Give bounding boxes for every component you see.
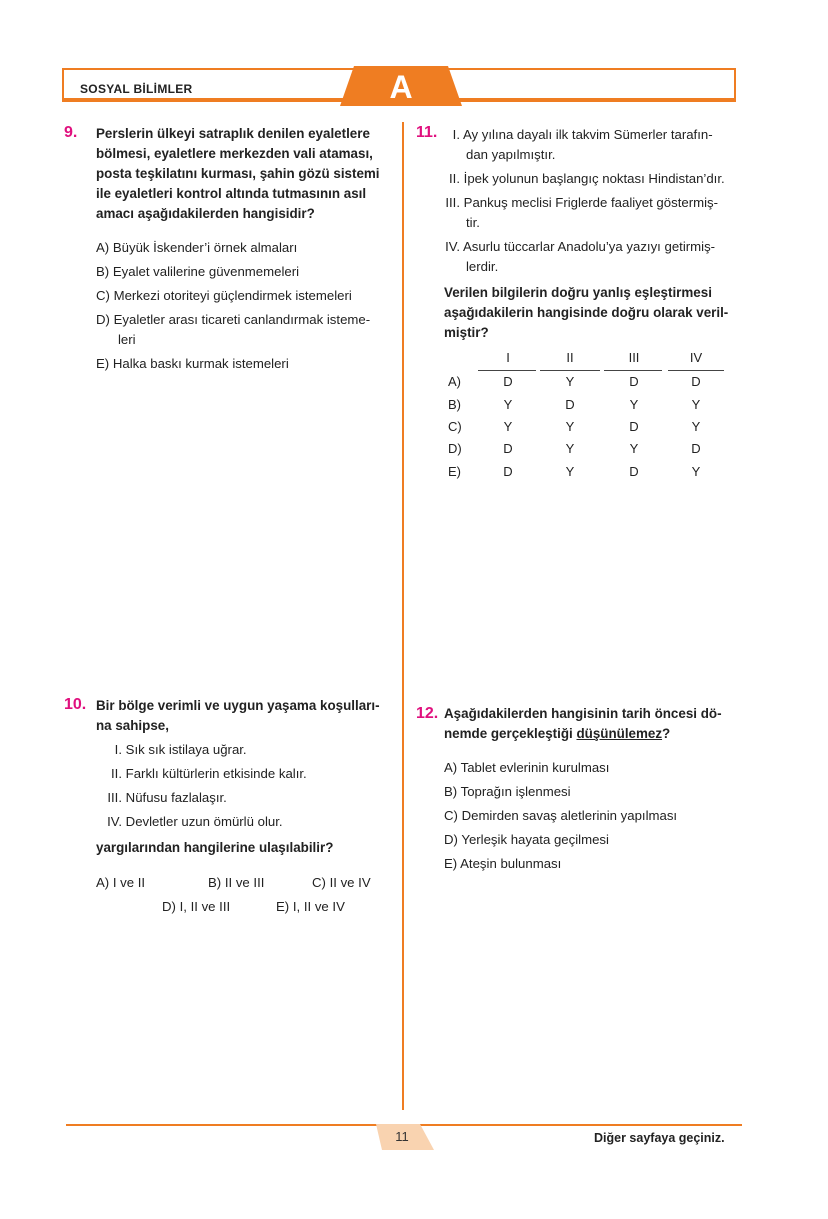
option-label: C) xyxy=(444,808,458,823)
subject-title: SOSYAL BİLİMLER xyxy=(80,82,193,96)
stem-emphasis: düşünülemez xyxy=(576,726,663,741)
q10-stem-line: na sahipse, xyxy=(96,718,169,733)
roman-numeral: III. xyxy=(445,195,460,210)
statement-text: Pankuş meclisi Friglerde faaliyet göstermiş- xyxy=(463,195,718,210)
table-col-header: I xyxy=(506,350,510,365)
q11-question-line: Verilen bilgilerin doğru yanlış eşleştirmesi xyxy=(444,285,712,300)
table-cell: Y xyxy=(691,397,701,412)
q10-option-b[interactable]: B) II ve III xyxy=(208,875,265,890)
next-page-note: Diğer sayfaya geçiniz. xyxy=(594,1131,725,1145)
table-cell: D xyxy=(691,441,701,456)
q12-option-b[interactable] xyxy=(444,782,744,802)
q10-statement xyxy=(96,788,396,808)
option-label: E) xyxy=(444,856,458,871)
table-cell: D xyxy=(503,441,513,456)
option-label: D) xyxy=(96,312,110,327)
stem-text: ? xyxy=(662,726,671,741)
table-cell: D xyxy=(629,419,639,434)
table-cell: Y xyxy=(565,464,575,479)
roman-numeral: IV. xyxy=(107,814,122,829)
option-text: Yerleşik hayata geçilmesi xyxy=(461,832,609,847)
table-rule xyxy=(604,370,662,371)
option-label: B) xyxy=(444,784,458,799)
roman-numeral: I. xyxy=(452,127,460,142)
q9-option-a[interactable] xyxy=(96,238,396,258)
row-label: C) xyxy=(448,419,462,434)
option-label: D) xyxy=(444,832,458,847)
q9-stem xyxy=(96,124,392,224)
table-col-header: III xyxy=(628,350,640,365)
roman-numeral: II. xyxy=(449,171,460,186)
q9-option-e[interactable] xyxy=(96,354,396,374)
table-cell: Y xyxy=(565,374,575,389)
table-cell: Y xyxy=(629,397,639,412)
q10-option-c[interactable]: C) II ve IV xyxy=(312,875,371,890)
q11-number: 11. xyxy=(416,124,438,141)
roman-numeral: III. xyxy=(107,790,122,805)
row-label: B) xyxy=(448,397,461,412)
option-label: B) xyxy=(96,264,110,279)
table-cell: Y xyxy=(629,441,639,456)
q10-stem-line: Bir bölge verimli ve uygun yaşama koşulları- xyxy=(96,698,380,713)
statement-text: İpek yolunun başlangıç noktası Hindistan’dır. xyxy=(463,171,725,186)
q12-number: 12. xyxy=(416,705,439,722)
roman-numeral: I. xyxy=(114,742,122,757)
roman-numeral: IV. xyxy=(445,239,460,254)
q11-question-line: miştir? xyxy=(444,325,489,340)
option-label: E) xyxy=(96,356,110,371)
q10-statements xyxy=(96,740,396,832)
option-text: Eyalet valilerine güvenmemeleri xyxy=(112,264,300,279)
statement-text: Nüfusu fazlalaşır. xyxy=(125,790,227,805)
table-cell: D xyxy=(565,397,575,412)
table-cell: D xyxy=(629,464,639,479)
booklet-letter: A xyxy=(389,69,413,105)
q9-stem-line: posta teşkilatını kurması, şahin gözü sistemi xyxy=(96,166,380,181)
q9-number: 9. xyxy=(64,124,78,141)
q10-number: 10. xyxy=(64,696,87,713)
option-text: Demirden savaş aletlerinin yapılması xyxy=(461,808,678,823)
q10-option-a[interactable]: A) I ve II xyxy=(96,875,146,890)
q12-option-e[interactable] xyxy=(444,854,744,874)
option-label: A) xyxy=(96,240,110,255)
statement-text: Ay yılına dayalı ilk takvim Sümerler tarafın- xyxy=(462,127,713,142)
q10-option-d[interactable]: D) I, II ve III xyxy=(162,899,231,914)
q11-statement xyxy=(440,125,750,165)
q9-option-c[interactable] xyxy=(96,286,396,306)
option-text: Toprağın işlenmesi xyxy=(460,784,571,799)
q12-option-c[interactable] xyxy=(444,806,744,826)
option-text: Büyük İskender’i örnek almaları xyxy=(112,240,298,255)
q11-statement xyxy=(440,169,750,189)
row-label: D) xyxy=(448,441,462,456)
q10-statement xyxy=(96,740,396,760)
table-cell: Y xyxy=(565,419,575,434)
q12-option-d[interactable] xyxy=(444,830,744,850)
table-cell: D xyxy=(629,374,639,389)
stem-text: nemde gerçekleştiği xyxy=(444,726,577,741)
table-cell: D xyxy=(503,374,513,389)
table-rule xyxy=(668,370,724,371)
q12-stem xyxy=(444,704,744,744)
q11-question-line: aşağıdakilerin hangisinde doğru olarak veril- xyxy=(444,305,729,320)
q9-option-d[interactable] xyxy=(96,310,396,350)
option-text-cont: leri xyxy=(118,332,136,347)
q10-question: yargılarından hangilerine ulaşılabilir? xyxy=(96,840,334,855)
q9-options xyxy=(96,238,396,374)
statement-text-cont: dan yapılmıştır. xyxy=(466,147,556,162)
table-rule xyxy=(540,370,600,371)
statement-text-cont: tir. xyxy=(466,215,480,230)
page-number: 11 xyxy=(395,1129,409,1144)
q11-statement xyxy=(440,237,750,277)
q12-options xyxy=(444,758,744,874)
table-cell: Y xyxy=(691,464,701,479)
statement-text: Farklı kültürlerin etkisinde kalır. xyxy=(125,766,307,781)
q11-statements xyxy=(440,125,750,277)
q11-question xyxy=(444,283,744,343)
q9-stem-line: ile eyaletleri kontrol altında tutmasının asıl xyxy=(96,186,367,201)
q10-statement xyxy=(96,812,396,832)
table-rule xyxy=(478,370,536,371)
table-cell: Y xyxy=(503,419,513,434)
roman-numeral: II. xyxy=(111,766,122,781)
q12-option-a[interactable] xyxy=(444,758,744,778)
table-cell: D xyxy=(691,374,701,389)
q11-statement xyxy=(440,193,750,233)
table-cell: Y xyxy=(691,419,701,434)
statement-text: Asurlu tüccarlar Anadolu’ya yazıyı getirmiş- xyxy=(462,239,716,254)
option-text: Ateşin bulunması xyxy=(460,856,562,871)
q10-statement xyxy=(96,764,396,784)
statement-text: Devletler uzun ömürlü olur. xyxy=(125,814,283,829)
q10-stem xyxy=(96,696,396,736)
q9-stem-line: Perslerin ülkeyi satraplık denilen eyaletlere xyxy=(96,126,370,141)
option-label: C) xyxy=(96,288,110,303)
statement-text: Sık sık istilaya uğrar. xyxy=(125,742,247,757)
row-label: E) xyxy=(448,464,461,479)
q9-stem-line: amacı aşağıdakilerden hangisidir? xyxy=(96,206,315,221)
option-text: Eyaletler arası ticareti canlandırmak isteme- xyxy=(113,312,371,327)
option-label: A) xyxy=(444,760,458,775)
q9-stem-line: bölmesi, eyaletlere merkezden vali ataması, xyxy=(96,146,373,161)
q12-stem-line xyxy=(444,724,744,744)
row-label: A) xyxy=(448,374,461,389)
column-divider xyxy=(402,122,404,1110)
table-cell: Y xyxy=(565,441,575,456)
statement-text-cont: lerdir. xyxy=(466,259,499,274)
table-cell: Y xyxy=(503,397,513,412)
option-text: Tablet evlerinin kurulması xyxy=(460,760,610,775)
option-text: Merkezi otoriteyi güçlendirmek istemeleri xyxy=(113,288,352,303)
q12-stem-line: Aşağıdakilerden hangisinin tarih öncesi dö- xyxy=(444,706,722,721)
option-text: Halka baskı kurmak istemeleri xyxy=(112,356,289,371)
q9-option-b[interactable] xyxy=(96,262,396,282)
q10-option-e[interactable]: E) I, II ve IV xyxy=(276,899,345,914)
table-col-header: II xyxy=(566,350,574,365)
table-cell: D xyxy=(503,464,513,479)
table-col-header: IV xyxy=(689,350,703,365)
